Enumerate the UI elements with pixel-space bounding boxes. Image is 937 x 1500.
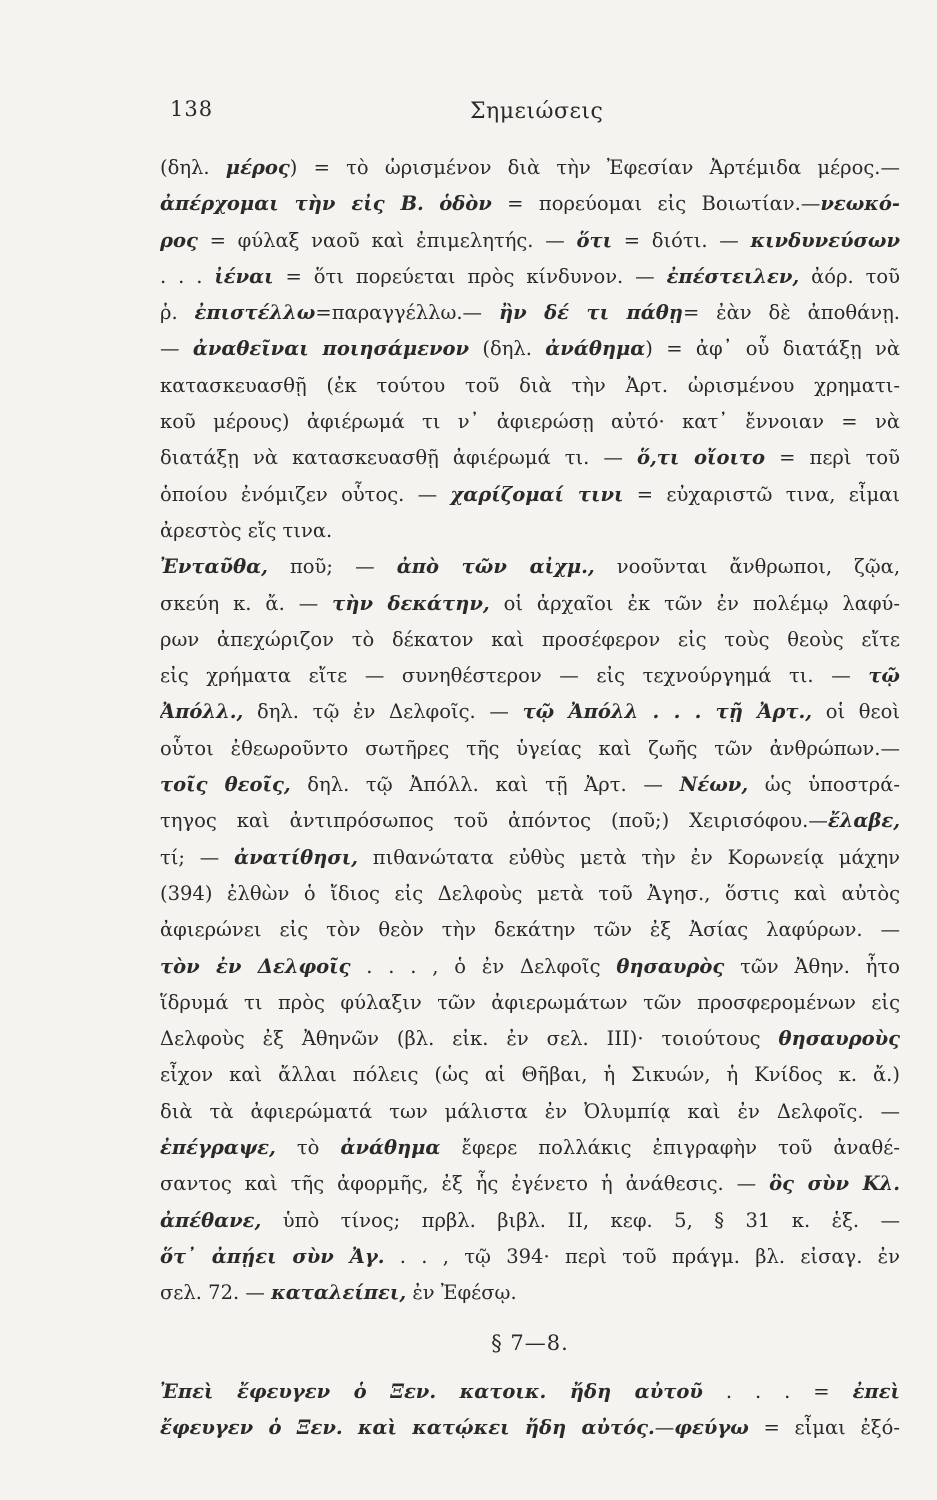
lemma-term: θησαυρὸς (616, 954, 725, 978)
text-line (160, 586, 900, 622)
text-run: (394) ἐλθὼν ὁ ἴδιος εἰς Δελφοὺς μετὰ τοῦ Ἀγησ., ὅστις καὶ αὐτὸς (160, 881, 900, 905)
text-line (160, 1130, 900, 1166)
lemma-term: τῷ Ἀπόλλ . . . τῇ Ἀρτ., (522, 700, 813, 724)
text-run: πιθανώτατα εὐθὺς μετὰ τὴν ἐν Κορωνείᾳ μάχην (357, 845, 900, 869)
lemma-term: ἔφευγεν ὁ Ξεν. καὶ κατῴκει ἤδη αὐτός. (160, 1415, 655, 1439)
lemma-term: ἐπιστέλλω (194, 301, 316, 325)
text-run: = εἶμαι ἐξό- (748, 1415, 900, 1439)
text-run: — (654, 1415, 675, 1439)
text-run: ὡς ὑποστρά- (748, 773, 900, 797)
text-line (160, 622, 900, 658)
text-run: εἶχον καὶ ἄλλαι πόλεις (ὡς αἱ Θῆβαι, ἡ Σικυών, ἡ Κνίδος κ. ἄ.) (160, 1063, 900, 1087)
lemma-term: ὁδὸν (439, 192, 492, 216)
lemma-term: κινδυνεύσων (750, 228, 900, 252)
text-run: ὑπὸ τίνος; πρβλ. βιβλ. II, κεφ. 5, § 31 κ. ἑξ. — (261, 1208, 900, 1232)
lemma-term: χαρίζομαί τινι (450, 482, 624, 506)
running-title: Σημειώσεις (470, 99, 604, 124)
lemma-term: φεύγω (674, 1415, 749, 1439)
notes-paragraphs (160, 150, 900, 1312)
text-line (160, 840, 900, 876)
page-number: 138 (170, 97, 214, 121)
lemma-term: τῷ (868, 664, 900, 688)
text-run: ) = ἀφ᾽ οὗ διατάξῃ νὰ (645, 337, 900, 361)
text-run: διὰ τὰ ἀφιερώματά των μάλιστα ἐν Ὀλυμπίᾳ καὶ ἐν Δελφοῖς. — (160, 1099, 900, 1123)
text-run: = πορεύομαι εἰς Βοιωτίαν.— (491, 192, 821, 216)
lemma-term: ἐπεὶ (852, 1379, 900, 1403)
text-run: δηλ. τῷ Ἀπόλλ. καὶ τῇ Ἀρτ. — (290, 773, 680, 797)
text-line (160, 949, 900, 985)
text-line (160, 1374, 900, 1410)
text-line (160, 404, 900, 440)
text-line (160, 331, 900, 367)
text-line (160, 513, 900, 549)
lemma-term: ὅ,τι οἴοιτο (636, 446, 766, 470)
lemma-term: ὅτ᾽ ἀπῄει σὺν Ἀγ. (160, 1244, 385, 1268)
text-line (160, 1166, 900, 1202)
lemma-term: ἐπέγραψε, (160, 1136, 276, 1160)
text-run: (δηλ. (160, 156, 226, 179)
text-line (160, 985, 900, 1021)
text-run: ) = τὸ ὡρισμένον διὰ τὴν Ἐφεσίαν Ἀρτέμιδα μέρος.— (289, 156, 900, 179)
text-line (160, 549, 900, 585)
text-run: εἰς χρήματα εἴτε — συνηθέστερον — εἰς τεχνούργημά τι. — (160, 664, 869, 688)
text-line (160, 1057, 900, 1093)
text-run (424, 192, 439, 215)
notes-body (160, 150, 900, 1446)
lemma-term: ἀπὸ τῶν αἰχμ., (396, 555, 595, 579)
text-run: δηλ. τῷ ἐν Δελφοῖς. — (243, 700, 523, 724)
lemma-term: τοῖς θεοῖς, (160, 773, 291, 797)
text-line (160, 1021, 900, 1057)
lemma-term: μέρος (225, 156, 290, 179)
lemma-term: θησαυροὺς (778, 1027, 900, 1051)
lemma-term: ἀνάθημα (545, 337, 646, 361)
text-run: σελ. 72. — (160, 1281, 272, 1305)
text-run: οὗτοι ἐθεωροῦντο σωτῆρες τῆς ὑγείας καὶ ζωῆς τῶν ἀνθρώπων.— (160, 736, 900, 760)
text-run: νοοῦνται ἄνθρωποι, ζῷα, (594, 555, 900, 579)
text-line (160, 658, 900, 694)
text-line (160, 295, 900, 331)
text-run: τὸ (275, 1136, 341, 1160)
lemma-term: νεωκό- (820, 192, 900, 216)
lemma-term: τὸν ἐν Δελφοῖς (160, 954, 351, 978)
lemma-term: ἀνάθημα (340, 1136, 441, 1160)
text-run: ἀόρ. τοῦ (799, 264, 900, 288)
lemma-term: ἐπέστειλεν, (666, 264, 800, 288)
text-run: — (160, 337, 193, 361)
lemma-term: ἀναθεῖναι ποιησάμενον (192, 337, 470, 361)
section-paragraph (160, 1374, 900, 1447)
lemma-term: ρος (160, 228, 198, 252)
text-run: διατάξῃ νὰ κατασκευασθῇ ἀφιέρωμά τι. — (160, 446, 637, 470)
text-run: = περὶ τοῦ (765, 446, 900, 470)
text-run: = φύλαξ ναοῦ καὶ ἐπιμελητής. — (197, 228, 577, 252)
text-run: . . . (160, 264, 215, 288)
text-run: ἔφερε πολλάκις ἐπιγραφὴν τοῦ ἀναθέ- (440, 1136, 900, 1160)
text-run: = ἐὰν δὲ ἀποθάνῃ. (682, 301, 900, 325)
lemma-term: ἔλαβε, (827, 809, 900, 833)
text-run: ἐν Ἐφέσῳ. (406, 1281, 517, 1305)
text-line (160, 803, 900, 839)
lemma-term: καταλείπει, (271, 1281, 407, 1305)
text-run: τηγος καὶ ἀντιπρόσωπος τοῦ ἀπόντος (ποῦ;) Χειρισόφου.— (160, 809, 828, 833)
lemma-term: Νέων, (679, 773, 749, 797)
text-run: ὁποίου ἐνόμιζεν οὗτος. — (160, 482, 451, 506)
lemma-term: ὅτι (576, 228, 613, 252)
text-run: (δηλ. (469, 337, 546, 361)
text-line (160, 1239, 900, 1275)
text-line (160, 150, 900, 186)
text-line (160, 440, 900, 476)
text-line (160, 767, 900, 803)
text-line (160, 1203, 900, 1239)
lemma-term: Ἀπόλλ., (160, 700, 244, 724)
section-heading: § 7—8. (491, 1330, 569, 1355)
text-run: ρων ἀπεχώριζον τὸ δέκατον καὶ προσέφερον εἰς τοὺς θεοὺς εἴτε (160, 627, 900, 651)
lemma-term: ἀπέρχομαι τὴν εἰς Β. (160, 192, 424, 216)
text-run: τῶν Ἀθην. ἦτο (724, 954, 900, 978)
text-line (160, 223, 900, 259)
lemma-term: Ἐπεὶ ἔφευγεν ὁ Ξεν. κατοικ. ἤδη αὐτοῦ (160, 1379, 703, 1403)
page-header (0, 97, 937, 133)
text-line (160, 1410, 900, 1446)
text-run: . . , τῷ 394· περὶ τοῦ πράγμ. βλ. εἰσαγ. ἐν (384, 1244, 900, 1268)
text-run: κατασκευασθῇ (ἐκ τούτου τοῦ διὰ τὴν Ἀρτ. ὡρισμένου χρηματι- (160, 373, 900, 397)
lemma-term: ἀπέθανε, (160, 1208, 262, 1232)
text-run: ῥ. (160, 301, 195, 325)
text-line (160, 1094, 900, 1130)
lemma-term: ἢν δέ τι πάθῃ (498, 301, 683, 325)
text-line (160, 876, 900, 912)
text-line (160, 259, 900, 295)
text-run: . . . = (702, 1379, 853, 1403)
text-run: = διότι. — (612, 228, 751, 252)
text-run: οἱ ἀρχαῖοι ἐκ τῶν ἐν πολέμῳ λαφύ- (489, 591, 900, 615)
text-run: ἵδρυμά τι πρὸς φύλαξιν τῶν ἀφιερωμάτων τῶν προσφερομένων εἰς (160, 990, 900, 1014)
lemma-term: ἰέναι (214, 264, 274, 288)
text-line (160, 694, 900, 730)
lemma-term: τὴν δεκάτην, (332, 591, 490, 615)
text-line (160, 186, 900, 222)
text-run: κοῦ μέρους) ἀφιέρωμά τι ν᾽ ἀφιερώσῃ αὐτό· κατ᾽ ἔννοιαν = νὰ (160, 410, 900, 434)
text-run: =παραγγέλλω.— (315, 301, 499, 325)
text-run: = ὅτι πορεύεται πρὸς κίνδυνον. — (273, 264, 667, 288)
text-line (160, 477, 900, 513)
lemma-term: ὃς σὺν Κλ. (769, 1172, 900, 1196)
lemma-term: Ἐνταῦθα, (160, 555, 268, 579)
text-run: Δελφοὺς ἐξ Ἀθηνῶν (βλ. εἰκ. ἐν σελ. III)· τοιούτους (160, 1027, 779, 1051)
lemma-term: ἀνατίθησι, (234, 845, 358, 869)
text-run: = εὐχαριστῶ τινα, εἶμαι (623, 482, 900, 506)
text-run: οἱ θεοὶ (812, 700, 900, 724)
text-line (160, 912, 900, 948)
text-run: ἀρεστὸς εἴς τινα. (160, 518, 333, 542)
text-run: ποῦ; — (267, 555, 397, 579)
text-line (160, 1275, 900, 1311)
text-line (160, 368, 900, 404)
text-run: τί; — (160, 845, 235, 869)
text-run: σκεύη κ. ἄ. — (160, 591, 333, 615)
text-run: σαντος καὶ τῆς ἀφορμῆς, ἐξ ἧς ἐγένετο ἡ ἀνάθεσις. — (160, 1172, 770, 1196)
text-run: ἀφιερώνει εἰς τὸν θεὸν τὴν δεκάτην τῶν ἐξ Ἀσίας λαφύρων. — (160, 918, 900, 942)
text-run: . . . , ὁ ἐν Δελφοῖς (350, 954, 617, 978)
text-line (160, 731, 900, 767)
